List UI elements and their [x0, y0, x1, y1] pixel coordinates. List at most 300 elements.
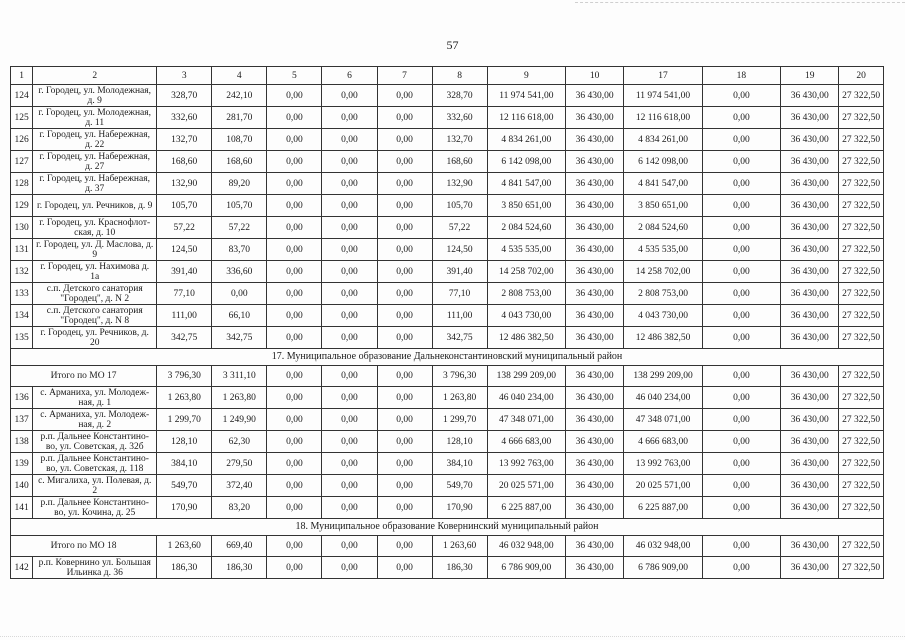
- value-cell: 12 486 382,50: [624, 327, 702, 349]
- value-cell: 6 225 887,00: [487, 497, 565, 519]
- subtotal-value: 36 430,00: [781, 536, 839, 557]
- value-cell: 0,00: [702, 283, 780, 305]
- subtotal-value: 46 032 948,00: [624, 536, 702, 557]
- page-number: 57: [446, 38, 459, 52]
- subtotal-value: 138 299 209,00: [624, 366, 702, 387]
- value-cell: 27 322,50: [839, 497, 884, 519]
- value-cell: 46 040 234,00: [487, 387, 565, 409]
- value-cell: 384,10: [157, 453, 212, 475]
- column-number-cell: 18: [702, 67, 780, 85]
- table-row: [11, 453, 884, 475]
- table-body: [11, 67, 884, 579]
- value-cell: 0,00: [322, 195, 377, 217]
- subtotal-row: [11, 536, 884, 557]
- subtotal-value: 27 322,50: [839, 366, 884, 387]
- value-cell: 36 430,00: [566, 129, 624, 151]
- subtotal-value: 0,00: [267, 366, 322, 387]
- value-cell: 0,00: [322, 151, 377, 173]
- column-number-cell: 9: [487, 67, 565, 85]
- value-cell: 36 430,00: [781, 327, 839, 349]
- value-cell: 36 430,00: [566, 409, 624, 431]
- subtotal-value: 3 311,10: [212, 366, 267, 387]
- column-number-cell: 7: [377, 67, 432, 85]
- subtotal-value: 3 796,30: [432, 366, 487, 387]
- row-number: 124: [11, 85, 33, 107]
- value-cell: 36 430,00: [781, 151, 839, 173]
- value-cell: 66,10: [212, 305, 267, 327]
- value-cell: 0,00: [267, 217, 322, 239]
- value-cell: 186,30: [157, 557, 212, 579]
- value-cell: 47 348 071,00: [624, 409, 702, 431]
- value-cell: 0,00: [377, 261, 432, 283]
- table-row: [11, 85, 884, 107]
- value-cell: 384,10: [432, 453, 487, 475]
- row-number: 132: [11, 261, 33, 283]
- value-cell: 128,10: [157, 431, 212, 453]
- value-cell: 12 116 618,00: [487, 107, 565, 129]
- value-cell: 27 322,50: [839, 475, 884, 497]
- value-cell: 36 430,00: [781, 261, 839, 283]
- value-cell: 105,70: [157, 195, 212, 217]
- section-title: 17. Муниципальное образование Дальнеконстантиновский муниципальный район: [11, 349, 884, 366]
- value-cell: 46 040 234,00: [624, 387, 702, 409]
- subtotal-value: 0,00: [322, 536, 377, 557]
- value-cell: 342,75: [212, 327, 267, 349]
- value-cell: 6 786 909,00: [624, 557, 702, 579]
- address-cell: г. Городец, ул. Краснофлот-ская, д. 10: [33, 217, 157, 239]
- subtotal-value: 1 263,60: [157, 536, 212, 557]
- value-cell: 83,70: [212, 239, 267, 261]
- value-cell: 372,40: [212, 475, 267, 497]
- value-cell: 242,10: [212, 85, 267, 107]
- value-cell: 27 322,50: [839, 85, 884, 107]
- address-cell: р.п. Дальнее Константино-во, ул. Советская, д. 32б: [33, 431, 157, 453]
- value-cell: 0,00: [377, 327, 432, 349]
- value-cell: 36 430,00: [781, 409, 839, 431]
- value-cell: 0,00: [377, 557, 432, 579]
- value-cell: 0,00: [702, 195, 780, 217]
- section-header-row: [11, 519, 884, 536]
- value-cell: 4 666 683,00: [487, 431, 565, 453]
- subtotal-value: 36 430,00: [566, 366, 624, 387]
- value-cell: 128,10: [432, 431, 487, 453]
- value-cell: 36 430,00: [566, 305, 624, 327]
- row-number: 133: [11, 283, 33, 305]
- value-cell: 328,70: [157, 85, 212, 107]
- value-cell: 4 834 261,00: [624, 129, 702, 151]
- value-cell: 27 322,50: [839, 387, 884, 409]
- address-cell: с.п. Детского санатория "Городец", д. N 2: [33, 283, 157, 305]
- value-cell: 0,00: [702, 173, 780, 195]
- address-cell: р.п. Ковернино ул. Большая Ильинка д. 36: [33, 557, 157, 579]
- value-cell: 57,22: [157, 217, 212, 239]
- value-cell: 36 430,00: [566, 327, 624, 349]
- value-cell: 36 430,00: [566, 453, 624, 475]
- table-row: [11, 497, 884, 519]
- subtotal-label: Итого по МО 18: [11, 536, 157, 557]
- value-cell: 0,00: [267, 497, 322, 519]
- row-number: 136: [11, 387, 33, 409]
- row-number: 134: [11, 305, 33, 327]
- scan-edge-top: [575, 2, 905, 4]
- value-cell: 57,22: [212, 217, 267, 239]
- value-cell: 27 322,50: [839, 283, 884, 305]
- subtotal-value: 27 322,50: [839, 536, 884, 557]
- value-cell: 36 430,00: [781, 85, 839, 107]
- value-cell: 36 430,00: [566, 283, 624, 305]
- subtotal-label: Итого по МО 17: [11, 366, 157, 387]
- value-cell: 4 043 730,00: [624, 305, 702, 327]
- column-number-cell: 1: [11, 67, 33, 85]
- value-cell: 36 430,00: [781, 453, 839, 475]
- value-cell: 4 535 535,00: [487, 239, 565, 261]
- value-cell: 186,30: [212, 557, 267, 579]
- table-row: [11, 129, 884, 151]
- value-cell: 36 430,00: [566, 195, 624, 217]
- section-title: 18. Муниципальное образование Ковернинский муниципальный район: [11, 519, 884, 536]
- column-number-cell: 20: [839, 67, 884, 85]
- column-number-cell: 5: [267, 67, 322, 85]
- value-cell: 279,50: [212, 453, 267, 475]
- value-cell: 0,00: [267, 173, 322, 195]
- value-cell: 27 322,50: [839, 453, 884, 475]
- column-number-cell: 8: [432, 67, 487, 85]
- value-cell: 281,70: [212, 107, 267, 129]
- value-cell: 0,00: [322, 129, 377, 151]
- subtotal-value: 1 263,60: [432, 536, 487, 557]
- value-cell: 0,00: [377, 107, 432, 129]
- address-cell: г. Городец, ул. Набережная, д. 22: [33, 129, 157, 151]
- value-cell: 0,00: [377, 239, 432, 261]
- value-cell: 36 430,00: [781, 239, 839, 261]
- row-number: 131: [11, 239, 33, 261]
- value-cell: 0,00: [377, 151, 432, 173]
- table-row: [11, 239, 884, 261]
- value-cell: 36 430,00: [566, 173, 624, 195]
- value-cell: 77,10: [157, 283, 212, 305]
- value-cell: 0,00: [322, 85, 377, 107]
- value-cell: 0,00: [322, 409, 377, 431]
- value-cell: 4 535 535,00: [624, 239, 702, 261]
- value-cell: 2 084 524,60: [624, 217, 702, 239]
- subtotal-value: 0,00: [702, 536, 780, 557]
- value-cell: 124,50: [157, 239, 212, 261]
- value-cell: 27 322,50: [839, 129, 884, 151]
- table-row: [11, 327, 884, 349]
- column-number-cell: 2: [33, 67, 157, 85]
- value-cell: 0,00: [322, 173, 377, 195]
- value-cell: 0,00: [702, 409, 780, 431]
- value-cell: 168,60: [432, 151, 487, 173]
- value-cell: 12 486 382,50: [487, 327, 565, 349]
- value-cell: 4 834 261,00: [487, 129, 565, 151]
- column-number-cell: 3: [157, 67, 212, 85]
- value-cell: 1 263,80: [432, 387, 487, 409]
- value-cell: 20 025 571,00: [487, 475, 565, 497]
- subtotal-row: [11, 366, 884, 387]
- subtotal-value: 0,00: [377, 536, 432, 557]
- value-cell: 36 430,00: [781, 129, 839, 151]
- value-cell: 27 322,50: [839, 239, 884, 261]
- value-cell: 0,00: [267, 475, 322, 497]
- value-cell: 4 666 683,00: [624, 431, 702, 453]
- value-cell: 0,00: [702, 497, 780, 519]
- value-cell: 0,00: [377, 431, 432, 453]
- address-cell: г. Городец, ул. Набережная, д. 37: [33, 173, 157, 195]
- value-cell: 0,00: [702, 239, 780, 261]
- scan-edge-bottom: [0, 636, 905, 638]
- value-cell: 0,00: [377, 195, 432, 217]
- value-cell: 0,00: [702, 217, 780, 239]
- value-cell: 3 850 651,00: [487, 195, 565, 217]
- value-cell: 0,00: [702, 261, 780, 283]
- value-cell: 0,00: [322, 497, 377, 519]
- value-cell: 0,00: [322, 557, 377, 579]
- value-cell: 36 430,00: [781, 217, 839, 239]
- value-cell: 36 430,00: [781, 431, 839, 453]
- table-row: [11, 261, 884, 283]
- row-number: 139: [11, 453, 33, 475]
- column-number-cell: 19: [781, 67, 839, 85]
- value-cell: 77,10: [432, 283, 487, 305]
- value-cell: 13 992 763,00: [487, 453, 565, 475]
- row-number: 138: [11, 431, 33, 453]
- value-cell: 111,00: [432, 305, 487, 327]
- value-cell: 0,00: [322, 305, 377, 327]
- value-cell: 0,00: [322, 387, 377, 409]
- subtotal-value: 3 796,30: [157, 366, 212, 387]
- table-row: [11, 195, 884, 217]
- value-cell: 0,00: [267, 305, 322, 327]
- value-cell: 0,00: [267, 85, 322, 107]
- column-number-cell: 10: [566, 67, 624, 85]
- value-cell: 27 322,50: [839, 409, 884, 431]
- value-cell: 0,00: [702, 85, 780, 107]
- value-cell: 36 430,00: [781, 107, 839, 129]
- value-cell: 0,00: [267, 431, 322, 453]
- address-cell: г. Городец, ул. Речников, д. 9: [33, 195, 157, 217]
- table-row: [11, 431, 884, 453]
- value-cell: 36 430,00: [781, 305, 839, 327]
- value-cell: 36 430,00: [781, 475, 839, 497]
- value-cell: 36 430,00: [781, 387, 839, 409]
- table-row: [11, 173, 884, 195]
- subtotal-value: 36 430,00: [781, 366, 839, 387]
- value-cell: 132,70: [157, 129, 212, 151]
- value-cell: 36 430,00: [566, 387, 624, 409]
- value-cell: 13 992 763,00: [624, 453, 702, 475]
- housing-register-table: [10, 66, 884, 579]
- value-cell: 6 142 098,00: [487, 151, 565, 173]
- row-number: 140: [11, 475, 33, 497]
- table-row: [11, 409, 884, 431]
- value-cell: 0,00: [212, 283, 267, 305]
- address-cell: г. Городец, ул. Молодежная, д. 11: [33, 107, 157, 129]
- value-cell: 0,00: [322, 327, 377, 349]
- value-cell: 36 430,00: [566, 261, 624, 283]
- value-cell: 0,00: [267, 107, 322, 129]
- value-cell: 0,00: [377, 475, 432, 497]
- value-cell: 0,00: [377, 217, 432, 239]
- value-cell: 27 322,50: [839, 557, 884, 579]
- value-cell: 0,00: [322, 217, 377, 239]
- value-cell: 0,00: [377, 85, 432, 107]
- column-number-row: [11, 67, 884, 85]
- value-cell: 12 116 618,00: [624, 107, 702, 129]
- address-cell: г. Городец, ул. Набережная, д. 27: [33, 151, 157, 173]
- value-cell: 57,22: [432, 217, 487, 239]
- address-cell: р.п. Дальнее Константино-во, ул. Советская, д. 118: [33, 453, 157, 475]
- value-cell: 0,00: [267, 129, 322, 151]
- value-cell: 0,00: [267, 261, 322, 283]
- value-cell: 0,00: [377, 173, 432, 195]
- row-number: 130: [11, 217, 33, 239]
- value-cell: 36 430,00: [566, 557, 624, 579]
- value-cell: 0,00: [702, 129, 780, 151]
- value-cell: 11 974 541,00: [624, 85, 702, 107]
- value-cell: 0,00: [702, 305, 780, 327]
- value-cell: 168,60: [157, 151, 212, 173]
- value-cell: 549,70: [157, 475, 212, 497]
- value-cell: 27 322,50: [839, 261, 884, 283]
- value-cell: 170,90: [157, 497, 212, 519]
- value-cell: 36 430,00: [566, 239, 624, 261]
- value-cell: 11 974 541,00: [487, 85, 565, 107]
- value-cell: 0,00: [702, 453, 780, 475]
- value-cell: 36 430,00: [781, 557, 839, 579]
- value-cell: 83,20: [212, 497, 267, 519]
- value-cell: 0,00: [322, 107, 377, 129]
- value-cell: 14 258 702,00: [624, 261, 702, 283]
- value-cell: 391,40: [157, 261, 212, 283]
- value-cell: 0,00: [267, 327, 322, 349]
- address-cell: г. Городец, ул. Речников, д. 20: [33, 327, 157, 349]
- value-cell: 0,00: [377, 409, 432, 431]
- value-cell: 27 322,50: [839, 327, 884, 349]
- section-header-row: [11, 349, 884, 366]
- column-number-cell: 4: [212, 67, 267, 85]
- value-cell: 36 430,00: [566, 217, 624, 239]
- value-cell: 328,70: [432, 85, 487, 107]
- subtotal-value: 0,00: [322, 366, 377, 387]
- value-cell: 36 430,00: [566, 85, 624, 107]
- value-cell: 170,90: [432, 497, 487, 519]
- value-cell: 0,00: [377, 305, 432, 327]
- row-number: 126: [11, 129, 33, 151]
- subtotal-value: 138 299 209,00: [487, 366, 565, 387]
- value-cell: 132,90: [432, 173, 487, 195]
- value-cell: 0,00: [267, 387, 322, 409]
- value-cell: 0,00: [377, 129, 432, 151]
- value-cell: 132,70: [432, 129, 487, 151]
- address-cell: г. Городец, ул. Нахимова д. 1а: [33, 261, 157, 283]
- value-cell: 391,40: [432, 261, 487, 283]
- value-cell: 2 084 524,60: [487, 217, 565, 239]
- value-cell: 332,60: [432, 107, 487, 129]
- value-cell: 36 430,00: [781, 283, 839, 305]
- value-cell: 0,00: [702, 431, 780, 453]
- value-cell: 36 430,00: [781, 195, 839, 217]
- column-number-cell: 17: [624, 67, 702, 85]
- value-cell: 2 808 753,00: [624, 283, 702, 305]
- value-cell: 0,00: [322, 239, 377, 261]
- column-number-cell: 6: [322, 67, 377, 85]
- value-cell: 27 322,50: [839, 107, 884, 129]
- row-number: 135: [11, 327, 33, 349]
- value-cell: 0,00: [267, 239, 322, 261]
- row-number: 141: [11, 497, 33, 519]
- address-cell: с. Мигалиха, ул. Полевая, д. 2: [33, 475, 157, 497]
- subtotal-value: 0,00: [377, 366, 432, 387]
- value-cell: 0,00: [702, 387, 780, 409]
- value-cell: 36 430,00: [566, 497, 624, 519]
- table-row: [11, 107, 884, 129]
- value-cell: 6 225 887,00: [624, 497, 702, 519]
- subtotal-value: 669,40: [212, 536, 267, 557]
- value-cell: 6 142 098,00: [624, 151, 702, 173]
- value-cell: 36 430,00: [566, 475, 624, 497]
- value-cell: 0,00: [377, 497, 432, 519]
- value-cell: 1 299,70: [432, 409, 487, 431]
- table-row: [11, 387, 884, 409]
- value-cell: 2 808 753,00: [487, 283, 565, 305]
- value-cell: 14 258 702,00: [487, 261, 565, 283]
- value-cell: 1 263,80: [212, 387, 267, 409]
- row-number: 128: [11, 173, 33, 195]
- value-cell: 105,70: [212, 195, 267, 217]
- row-number: 127: [11, 151, 33, 173]
- value-cell: 36 430,00: [566, 151, 624, 173]
- table-row: [11, 305, 884, 327]
- subtotal-value: 0,00: [267, 536, 322, 557]
- value-cell: 0,00: [267, 453, 322, 475]
- value-cell: 27 322,50: [839, 173, 884, 195]
- row-number: 125: [11, 107, 33, 129]
- table-row: [11, 557, 884, 579]
- value-cell: 1 299,70: [157, 409, 212, 431]
- subtotal-value: 46 032 948,00: [487, 536, 565, 557]
- value-cell: 342,75: [432, 327, 487, 349]
- value-cell: 332,60: [157, 107, 212, 129]
- value-cell: 0,00: [322, 431, 377, 453]
- value-cell: 36 430,00: [566, 107, 624, 129]
- value-cell: 0,00: [322, 261, 377, 283]
- value-cell: 0,00: [267, 151, 322, 173]
- value-cell: 132,90: [157, 173, 212, 195]
- value-cell: 4 043 730,00: [487, 305, 565, 327]
- row-number: 142: [11, 557, 33, 579]
- row-number: 129: [11, 195, 33, 217]
- value-cell: 0,00: [377, 453, 432, 475]
- address-cell: г. Городец, ул. Молодежная, д. 9: [33, 85, 157, 107]
- value-cell: 4 841 547,00: [624, 173, 702, 195]
- value-cell: 111,00: [157, 305, 212, 327]
- value-cell: 168,60: [212, 151, 267, 173]
- table-row: [11, 475, 884, 497]
- value-cell: 0,00: [377, 387, 432, 409]
- value-cell: 0,00: [267, 195, 322, 217]
- value-cell: 6 786 909,00: [487, 557, 565, 579]
- value-cell: 4 841 547,00: [487, 173, 565, 195]
- value-cell: 1 249,90: [212, 409, 267, 431]
- row-number: 137: [11, 409, 33, 431]
- value-cell: 0,00: [267, 283, 322, 305]
- value-cell: 0,00: [702, 151, 780, 173]
- subtotal-value: 0,00: [702, 366, 780, 387]
- value-cell: 0,00: [267, 557, 322, 579]
- value-cell: 0,00: [267, 409, 322, 431]
- address-cell: с.п. Детского санатория "Городец", д. N 8: [33, 305, 157, 327]
